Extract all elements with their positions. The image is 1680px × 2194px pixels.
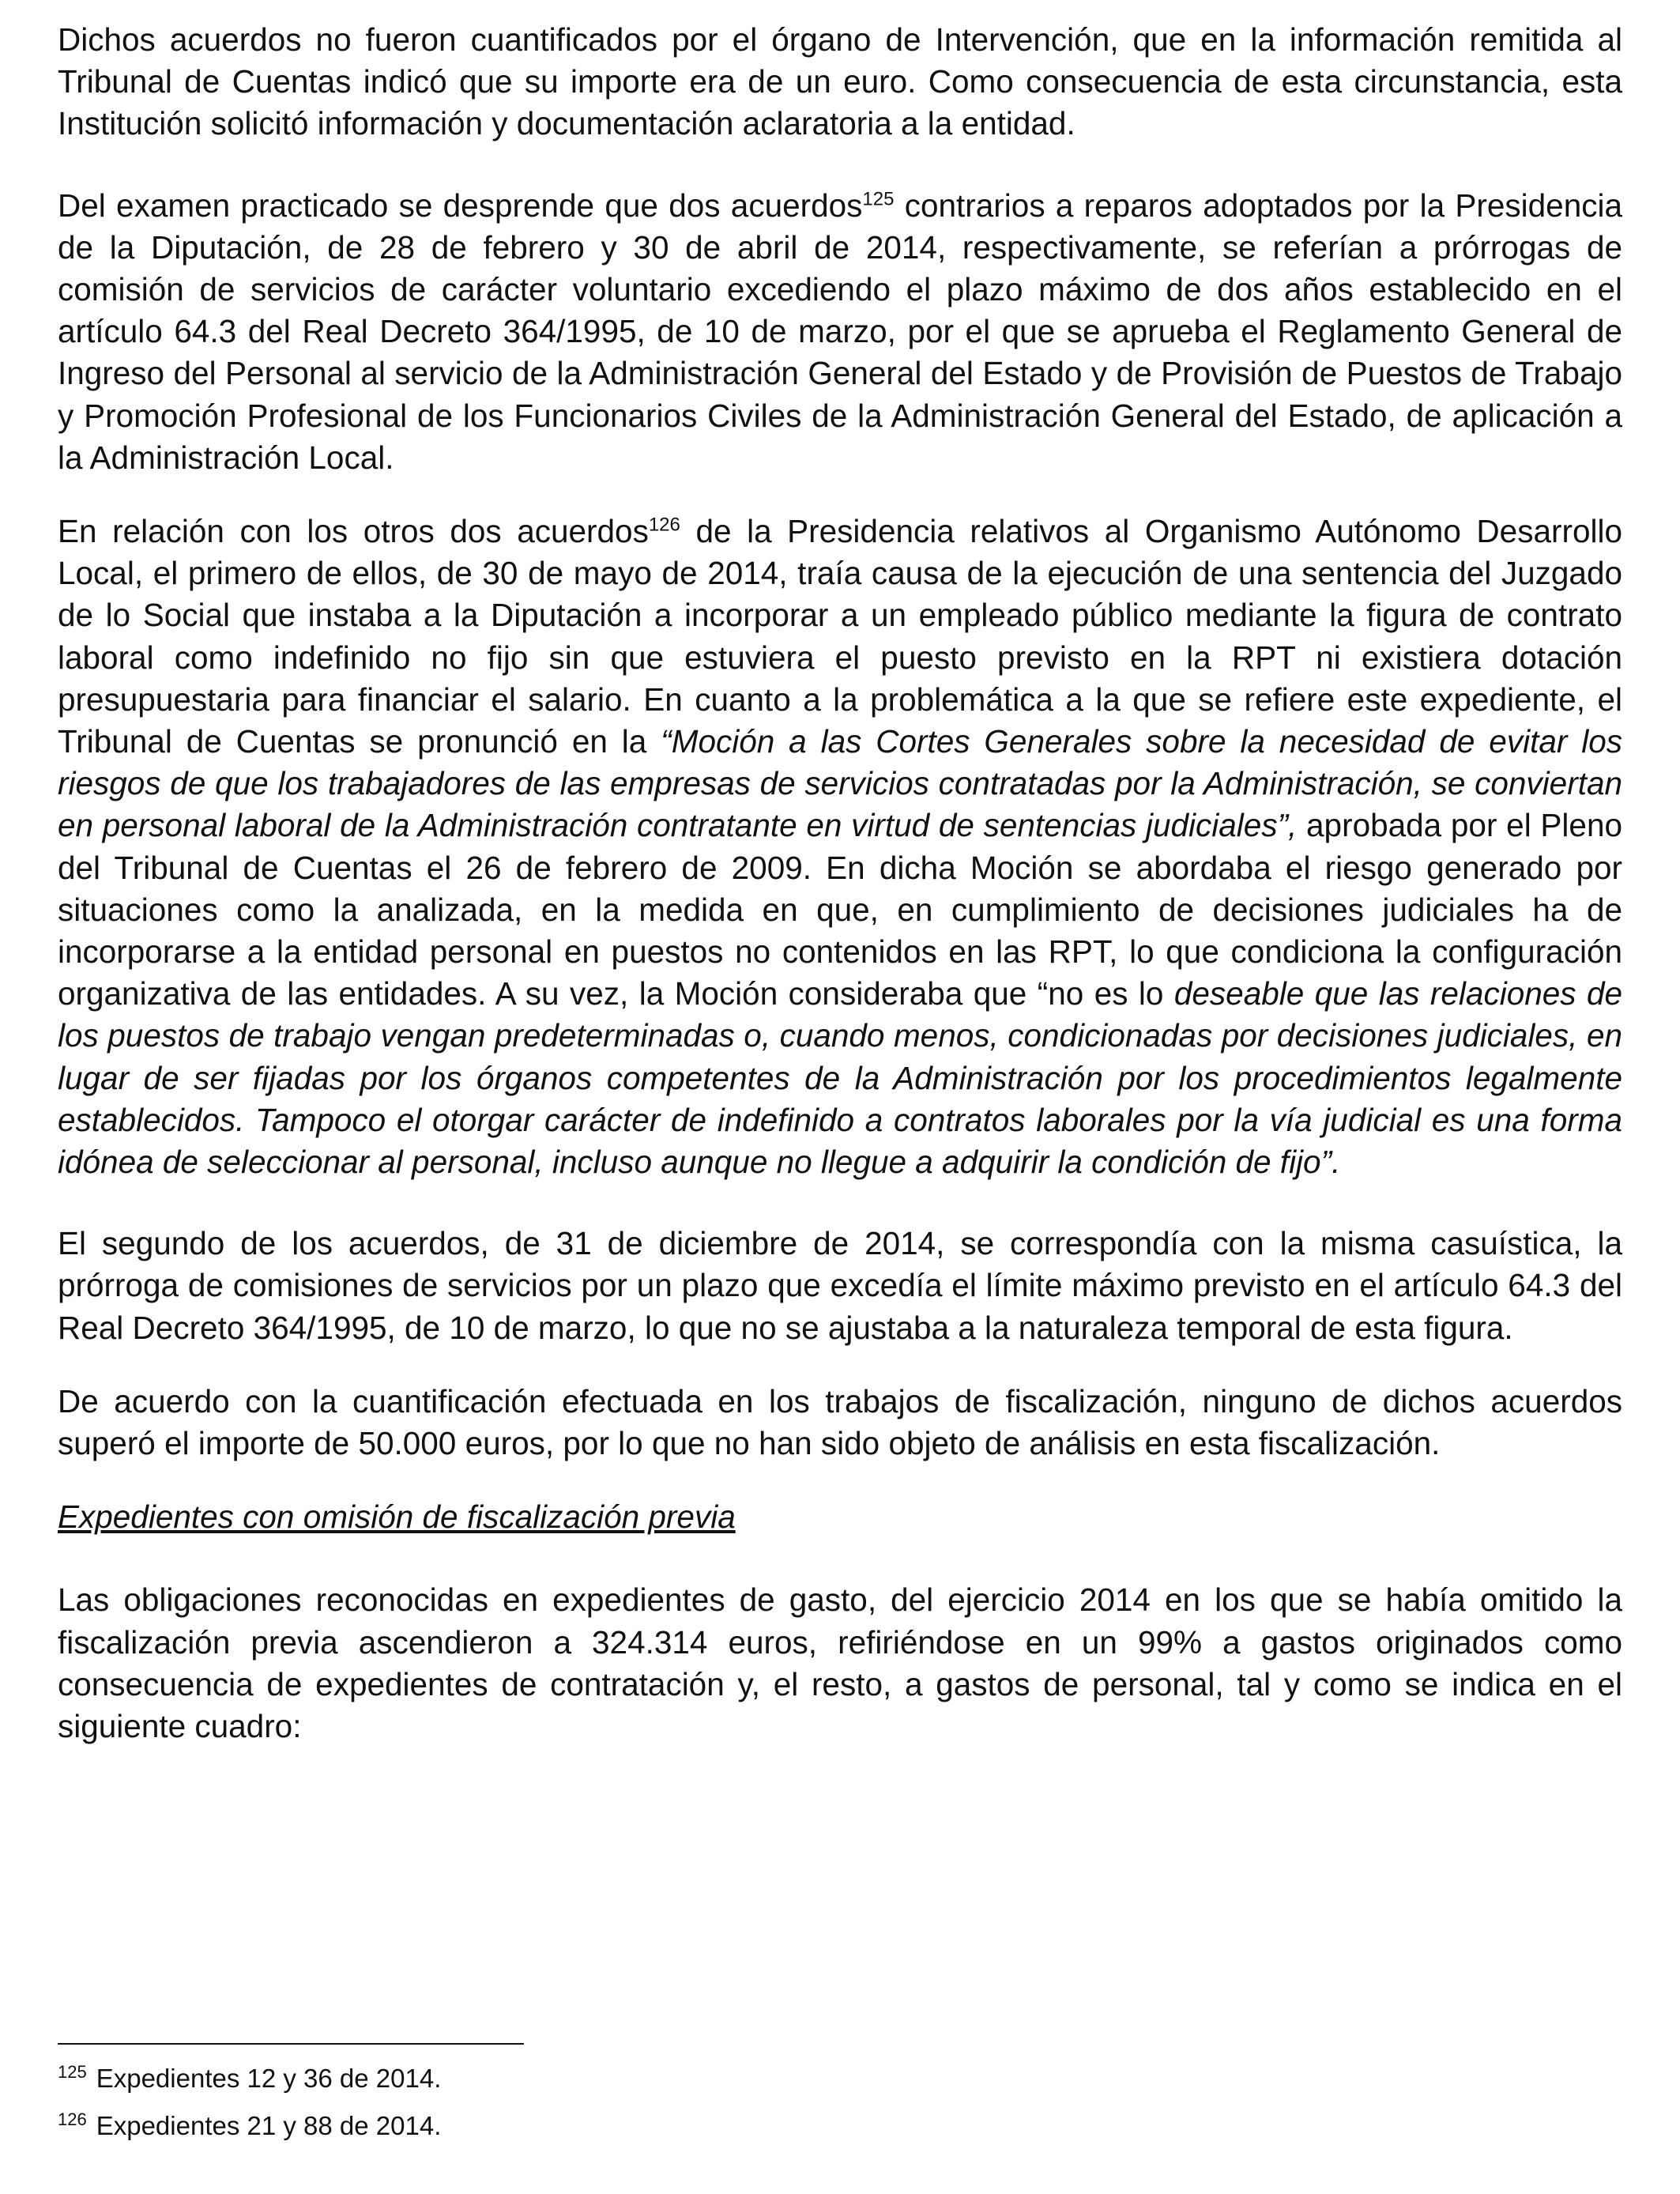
footnote-reference-125[interactable]: 125 — [862, 188, 895, 210]
footnote-separator — [58, 2043, 524, 2045]
footnote-marker: 125 — [58, 2062, 87, 2082]
document-page — [58, 19, 1622, 1787]
paragraph-text: de la Presidencia relativos al Organismo Autónomo Desarrollo Local, el primero de ellos, de 30 de mayo de 2014, traía causa de la ejecución de una sentencia del Juzgado de lo Social que instaba a la Diputación a incorporar a un empleado público mediante la figura de contrato laboral como indefinido no fijo sin que estuviera el puesto previsto en la RPT ni existiera dotación presupuestaria para financiar el salario. En cuanto a la problemática a la que se refiere este expediente, el Tribunal de Cuentas se pronunció en la — [58, 513, 1622, 760]
paragraph-text: Las obligaciones reconocidas en expedientes de gasto, del ejercicio 2014 en los que se había omitido la fiscalización previa ascendieron a 324.314 euros, refiriéndose en un 99% a gastos originados como consecuencia de expedientes de contratación y, el resto, a gastos de personal, tal y como se indica en el siguiente cuadro: — [58, 1581, 1622, 1744]
paragraph-text: Del examen practicado se desprende que dos acuerdos — [58, 187, 863, 224]
paragraph-examen-practicado — [58, 185, 1622, 479]
footnotes — [58, 2063, 1164, 2158]
paragraph-segundo-acuerdo — [58, 1223, 1622, 1349]
footnote-reference-126[interactable]: 126 — [648, 514, 680, 536]
paragraph-text: En relación con los otros dos acuerdos — [58, 513, 649, 550]
paragraph-text: aprobada por el Pleno del Tribunal de Cuentas el 26 de febrero de 2009. En dicha Moción se abordaba el riesgo generado por situaciones como la analizada, en la medida en que, en cumplimiento de decisiones judiciales ha de incorporarse a la entidad personal en puestos no contenidos en las RPT, lo que condiciona la configuración organizativa de las entidades. A su vez, la Moción consideraba que “no es lo — [58, 807, 1622, 1012]
paragraph-otros-acuerdos — [58, 511, 1622, 1183]
footnote-125 — [58, 2063, 1164, 2094]
paragraph-cuantificacion-efectuada — [58, 1381, 1622, 1465]
mocion-title-quote: “Moción a las Cortes Generales sobre la necesidad de evitar los riesgos de que los trabajadores de las empresas de servicios contratadas por la Administración, se conviertan en personal laboral de la Administración contratante en virtud de sentencias judiciales”, — [58, 723, 1622, 844]
paragraph-text: De acuerdo con la cuantificación efectuada en los trabajos de fiscalización, ninguno de dichos acuerdos superó el importe de 50.000 euros, por lo que no han sido objeto de análisis en esta fiscalización. — [58, 1382, 1622, 1462]
footnote-text: Expedientes 12 y 36 de 2014. — [96, 2064, 442, 2093]
paragraph-cuantificacion — [58, 19, 1622, 145]
paragraph-text: El segundo de los acuerdos, de 31 de diciembre de 2014, se correspondía con la misma casuística, la prórroga de comisiones de servicios por un plazo que excedía el límite máximo previsto en el artículo 64.3 del Real Decreto 364/1995, de 10 de marzo, lo que no se ajustaba a la naturaleza temporal de esta figura. — [58, 1225, 1622, 1346]
paragraph-text: contrarios a reparos adoptados por la Presidencia de la Diputación, de 28 de febrero y 30 de abril de 2014, respectivamente, se referían a prórrogas de comisión de servicios de carácter voluntario excediendo el plazo máximo de dos años establecido en el artículo 64.3 del Real Decreto 364/1995, de 10 de marzo, por el que se aprueba el Reglamento General de Ingreso del Personal al servicio de la Administración General del Estado y de Provisión de Puestos de Trabajo y Promoción Profesional de los Funcionarios Civiles de la Administración General del Estado, de aplicación a la Administración Local. — [58, 187, 1622, 476]
section-heading: Expedientes con omisión de fiscalización previa — [58, 1498, 736, 1536]
footnote-126 — [58, 2110, 1164, 2142]
footnote-marker: 126 — [58, 2109, 87, 2129]
paragraph-text: Dichos acuerdos no fueron cuantificados por el órgano de Intervención, que en la información remitida al Tribunal de Cuentas indicó que su importe era de un euro. Como consecuencia de esta circunstancia, esta Institución solicitó información y documentación aclaratoria a la entidad. — [58, 21, 1622, 142]
mocion-citation-quote: deseable que las relaciones de los puestos de trabajo vengan predeterminadas o, cuando menos, condicionadas por decisiones judiciales, en lugar de ser fijadas por los órganos competentes de la Administración por los procedimientos legalmente establecidos. Tampoco el otorgar carácter de indefinido a contratos laborales por la vía judicial es una forma idónea de seleccionar al personal, incluso aunque no llegue a adquirir la condición de fijo”. — [58, 975, 1622, 1181]
paragraph-obligaciones-reconocidas — [58, 1579, 1622, 1747]
footnote-text: Expedientes 21 y 88 de 2014. — [96, 2111, 442, 2140]
